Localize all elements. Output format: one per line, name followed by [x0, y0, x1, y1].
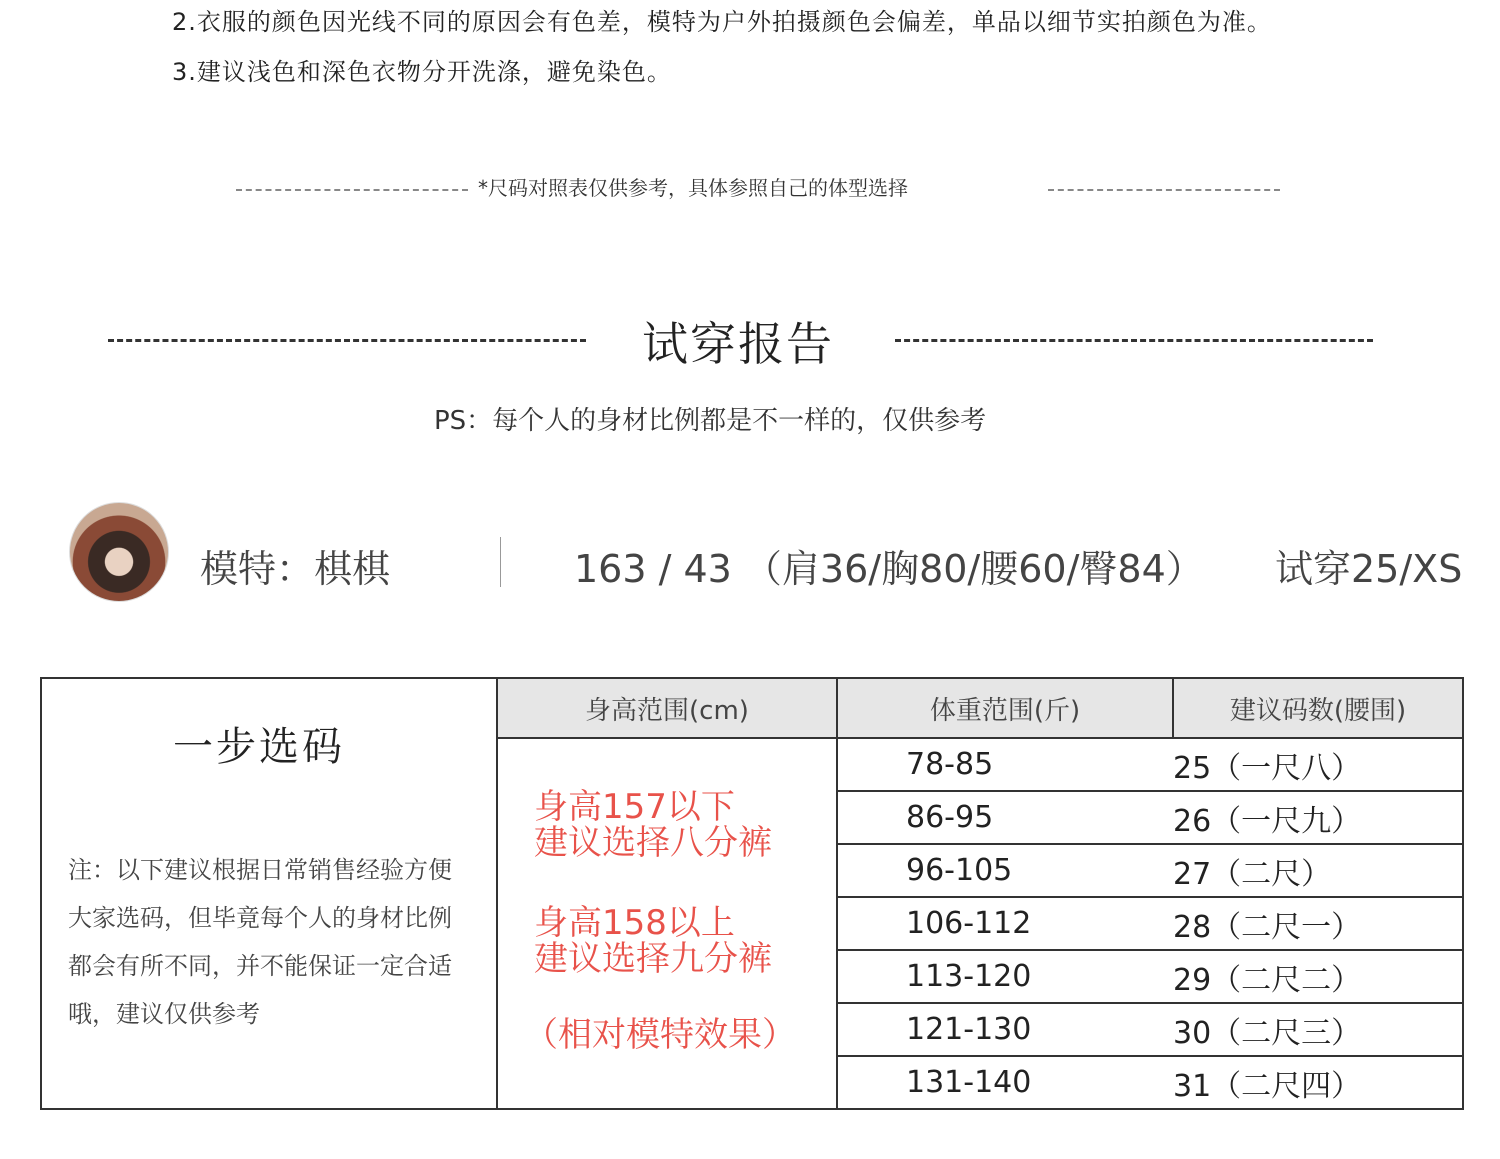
- weight-range: 78-85: [837, 738, 1173, 791]
- suggested-size: 27（二尺）: [1173, 844, 1463, 897]
- suggested-size: 30（二尺三）: [1173, 1003, 1463, 1056]
- care-note-3: 3.建议浅色和深色衣物分开洗涤，避免染色。: [172, 58, 672, 86]
- title-divider-right: [895, 339, 1373, 342]
- separator: [500, 537, 501, 587]
- height-advice-line: 建议选择八分裤: [534, 823, 772, 863]
- ps-note: PS：每个人的身材比例都是不一样的，仅供参考: [434, 406, 987, 436]
- suggested-size: 25（一尺八）: [1173, 738, 1463, 791]
- suggested-size: 26（一尺九）: [1173, 791, 1463, 844]
- weight-range: 106-112: [837, 897, 1173, 950]
- height-advice: [497, 738, 837, 1109]
- suggested-size: 31（二尺四）: [1173, 1056, 1463, 1109]
- divider-left: [236, 189, 468, 191]
- weight-range: 131-140: [837, 1056, 1173, 1109]
- weight-range: 113-120: [837, 950, 1173, 1003]
- header-size: 建议码数(腰围): [1173, 678, 1463, 738]
- height-advice-line: 身高158以上: [534, 903, 735, 943]
- quick-size-note: 注：以下建议根据日常销售经验方便大家选码，但毕竟每个人的身材比例都会有所不同，并不能保证一定合适哦，建议仅供参考: [68, 856, 452, 1028]
- quick-size-title: 一步选码: [173, 724, 345, 770]
- header-height: 身高范围(cm): [497, 678, 837, 738]
- suggested-size: 29（二尺二）: [1173, 950, 1463, 1003]
- weight-range: 96-105: [837, 844, 1173, 897]
- height-advice-line: （相对模特效果）: [524, 1015, 796, 1055]
- model-name: 模特：棋棋: [200, 547, 391, 591]
- model-avatar: [69, 502, 169, 602]
- care-note-2: 2.衣服的颜色因光线不同的原因会有色差，模特为户外拍摄颜色会偏差，单品以细节实拍颜色为准。: [172, 8, 1272, 36]
- weight-range: 121-130: [837, 1003, 1173, 1056]
- suggested-size: 28（二尺一）: [1173, 897, 1463, 950]
- title-divider-left: [108, 339, 586, 342]
- header-weight: 体重范围(斤): [837, 678, 1173, 738]
- quick-size-panel: [41, 678, 497, 1109]
- weight-range: 86-95: [837, 791, 1173, 844]
- model-measurements: 163 / 43 （肩36/胸80/腰60/臀84）: [574, 547, 1204, 591]
- tried-size: 试穿25/XS: [1275, 547, 1463, 591]
- height-advice-line: 身高157以下: [534, 787, 735, 827]
- size-reference-note: *尺码对照表仅供参考，具体参照自己的体型选择: [478, 176, 908, 200]
- height-advice-line: 建议选择九分裤: [534, 939, 772, 979]
- size-table: [40, 677, 1464, 1110]
- section-title: 试穿报告: [642, 317, 834, 371]
- divider-right: [1048, 189, 1280, 191]
